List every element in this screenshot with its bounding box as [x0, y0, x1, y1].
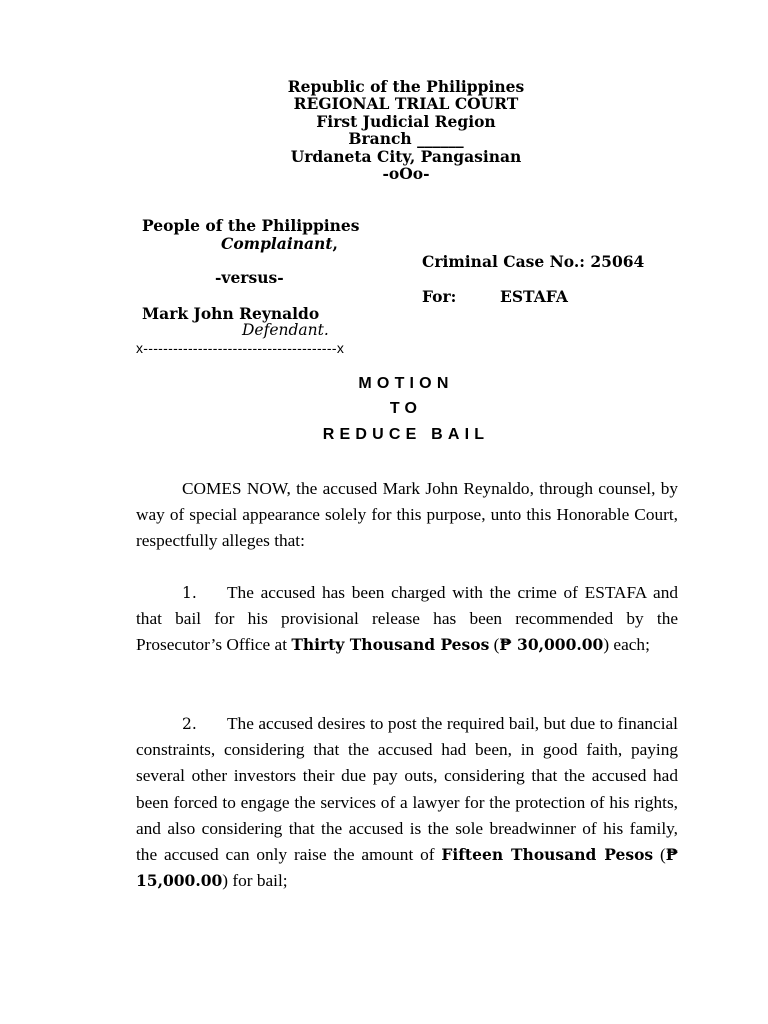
- title-line-to: TO: [389, 400, 423, 417]
- header-ornament: -oOo-: [382, 164, 430, 183]
- paragraph-2-number: 2.: [182, 715, 197, 733]
- offense-line: [422, 287, 568, 306]
- complainant-name: People of the Philippines: [142, 216, 360, 235]
- paragraph-2-amount-words: Fifteen Thousand Pesos: [441, 845, 654, 865]
- defendant-name: Mark John Reynaldo: [142, 304, 320, 323]
- header-city: Urdaneta City, Pangasinan: [290, 147, 522, 166]
- paragraph-1-amount-words: Thirty Thousand Pesos: [291, 635, 490, 655]
- complainant-comma: ,: [332, 234, 338, 253]
- title-line-reduce-bail: REDUCE BAIL: [322, 426, 490, 443]
- paragraph-2-amount-figure: ₱ 15,000.00: [136, 845, 679, 891]
- paragraph-2-text: The accused desires to post the required bail, but due to financial constraints, considering that the accused had been, in good faith, paying several other investors their due pay outs, considering that the accused had been forced to engage the services of a lawyer for the protection of his rights, and also considering that the accused is the sole breadwinner of his family, the accused can only raise the amount of: [136, 714, 678, 865]
- paragraph-2-open-paren: (: [653, 845, 666, 865]
- header-court: REGIONAL TRIAL COURT: [293, 94, 519, 113]
- versus-label: -versus-: [215, 268, 284, 287]
- offense-value: ESTAFA: [500, 287, 568, 306]
- header-republic: Republic of the Philippines: [287, 77, 525, 96]
- intro-text: COMES NOW, the accused Mark John Reynaldo, through counsel, by way of special appearance solely for this purpose, unto this Honorable Court, respectfully alleges that:: [136, 479, 678, 551]
- paragraph-1-close: ) each;: [603, 635, 650, 655]
- paragraph-1-number: 1.: [182, 584, 197, 602]
- complainant-role: Complainant: [221, 234, 333, 253]
- title-line-motion: MOTION: [358, 375, 454, 392]
- case-number: Criminal Case No.: 25064: [422, 252, 645, 271]
- paragraph-1-open-paren: (: [489, 635, 500, 655]
- intro-paragraph: [136, 476, 678, 555]
- defendant-role: Defendant.: [242, 321, 329, 339]
- header-branch: Branch ______: [348, 129, 464, 148]
- paragraph-1-amount-figure: ₱ 30,000.00: [499, 635, 604, 655]
- complainant-role-line: [221, 234, 338, 253]
- paragraph-2: [136, 711, 678, 894]
- paragraph-1: [136, 580, 678, 659]
- caption-separator: x---------------------------------------x: [136, 340, 345, 356]
- header-region: First Judicial Region: [316, 112, 496, 131]
- paragraph-2-close: ) for bail;: [222, 871, 288, 891]
- for-label: For:: [422, 287, 457, 306]
- paragraph-1-text: The accused has been charged with the crime of ESTAFA and that bail for his provisional release has been recommended by the Prosecutor’s Office at: [136, 583, 678, 655]
